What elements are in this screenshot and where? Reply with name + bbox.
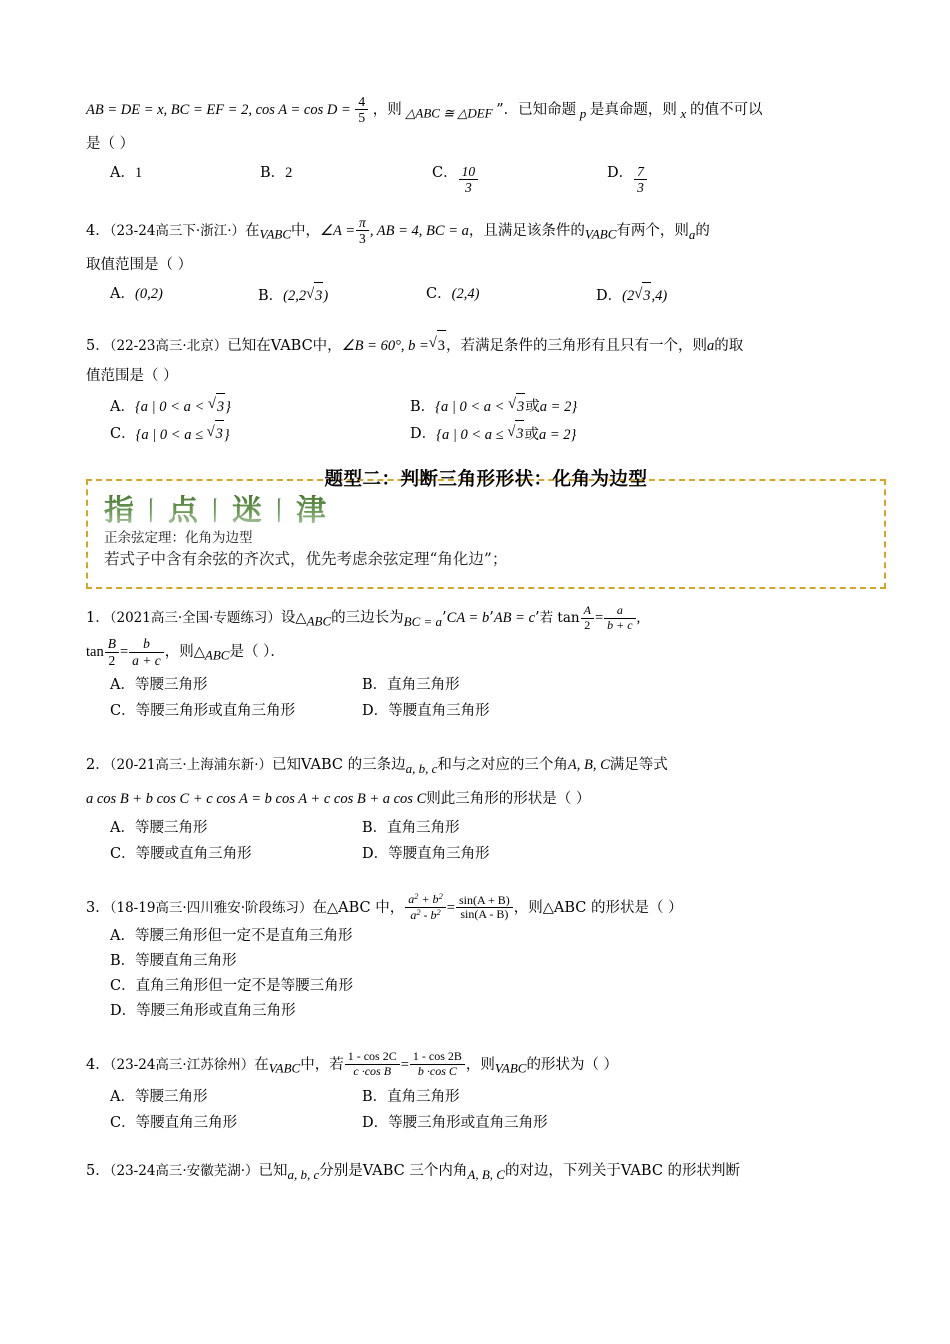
tip-box: [86, 479, 886, 589]
question-number: 4．: [86, 223, 110, 240]
side-bc: BC = a: [403, 614, 443, 630]
question-number: 2．: [86, 756, 110, 773]
variable-a: a: [688, 227, 696, 242]
fraction-7-3: $\frac{7}{3}$: [634, 164, 647, 195]
option-a[interactable]: A． 等腰三角形: [110, 1089, 208, 1106]
question-number: 4．: [86, 1056, 110, 1073]
triangle-abc: VABC: [268, 1060, 301, 1076]
question-stem-line2: 值范围是（ ）: [86, 367, 178, 384]
question-block-5: [86, 1156, 886, 1190]
option-row: [86, 698, 886, 724]
question-stem-line2: 是（ ）: [86, 135, 135, 152]
option-b[interactable]: B．等腰直角三角形: [110, 952, 237, 969]
banner-char-3: 迷: [232, 493, 265, 529]
options-group: [86, 672, 886, 724]
question-block-4: [86, 1050, 886, 1137]
option-d[interactable]: D． {a | 0 < a ≤ √ 3或a = 2}: [410, 420, 576, 448]
angle-a: ∠A =: [320, 223, 356, 240]
banner-separator-3: 丨: [266, 497, 295, 528]
option-row: [86, 672, 886, 698]
question-stem-line: 5．（23-24高三·安徽芜湖·）已知a, b, c分别是VABC 三个内角A, B, C的对边，下列关于VABC 的形状判断: [86, 1163, 741, 1183]
option-c[interactable]: C． (2,4): [426, 286, 480, 302]
option-c[interactable]: C． 等腰三角形或直角三角形: [110, 702, 296, 719]
stem-tail: 的值不可以: [689, 102, 763, 118]
option-b[interactable]: B． 直角三角形: [362, 819, 460, 836]
question-number: 5．: [86, 337, 110, 354]
option-row: [86, 281, 886, 309]
fraction-sin-ratio: $\frac{\sin(A + B)}{\sin(A - B)}$: [456, 894, 513, 922]
option-c[interactable]: C． 等腰直角三角形: [110, 1115, 238, 1132]
fraction-b-2: $\frac{B}{2}$: [105, 636, 119, 667]
question-block-continued: [86, 95, 886, 196]
tan-label: tan: [86, 644, 104, 661]
option-b[interactable]: B． 直角三角形: [362, 1089, 460, 1106]
option-b[interactable]: B． (2,2 √ 3): [258, 281, 426, 309]
question-source: （22-23高三·北京）: [109, 337, 228, 354]
triangle-abc-2: VABC: [584, 226, 617, 242]
angles-abc: A, B, C: [567, 756, 610, 773]
congruence-statement: △ABC ≅ △DEF: [405, 105, 493, 121]
option-row: [86, 420, 886, 448]
question-stem-line2: tan $\frac{B}{2}$ = $\frac{b}{a + c}$ ，则△ABC是（ ）．: [86, 636, 285, 668]
fraction-a-over-b-plus-c: $\frac{a}{b + c}$: [604, 604, 635, 632]
fraction-left-cos2c: $\frac{1 - \cos 2C}{\text{c ·cos B}}$: [345, 1050, 400, 1078]
option-c[interactable]: C． 等腰或直角三角形: [110, 845, 252, 862]
stem-mid-2: ”．已知命题: [496, 102, 577, 118]
fraction-a2b2: [405, 892, 445, 922]
question-stem-line: 2．（20-21高三·上海浦东新·）已知VABC 的三条边a, b, c和与之对应的三个角A, B, C满足等式: [86, 756, 668, 776]
option-c[interactable]: C． $\frac{10}{3}$: [432, 160, 607, 196]
question-source: （23-24高三·安徽芜湖·）: [109, 1163, 259, 1180]
sides-abc: a, b, c: [287, 1167, 320, 1183]
option-d[interactable]: D． 等腰三角形或直角三角形: [362, 1115, 548, 1132]
section-title: 题型二：判断三角形形状：化角为边型: [324, 469, 648, 491]
angles-abc: A, B, C: [467, 1167, 505, 1183]
sides-abc: a, b, c: [405, 760, 438, 776]
question-block-3: [86, 893, 886, 1024]
fraction-a-2: $\frac{A}{2}$: [581, 604, 594, 632]
side-ca: CA = b: [446, 610, 490, 627]
option-d[interactable]: D． (2 √ 3,4): [596, 281, 667, 309]
question-number: 5．: [86, 1163, 110, 1180]
fraction-right-cos2b: $\frac{1 - \cos 2B}{\text{b ·cos C}}$: [410, 1050, 465, 1078]
question-number: 1．: [86, 610, 110, 627]
option-a[interactable]: A． 等腰三角形: [110, 819, 208, 836]
question-stem-line2: 取值范围是（ ）: [86, 257, 193, 273]
tip-banner: [104, 495, 328, 527]
question-source: （23-24高三·江苏徐州）: [109, 1056, 255, 1073]
option-c[interactable]: C．直角三角形但一定不是等腰三角形: [110, 977, 354, 994]
side-ab: AB = c: [493, 610, 536, 627]
tip-line-2: 若式子中含有余弦的齐次式，优先考虑余弦定理“角化边”；: [104, 549, 508, 568]
question-number: 3．: [86, 899, 110, 916]
question-stem-line: [86, 95, 886, 129]
options-group: [86, 815, 886, 867]
sides-given: , AB = 4, BC = a: [369, 223, 469, 240]
question-source: （23-24高三下·浙江·）: [109, 223, 245, 240]
banner-char-1: 指: [104, 493, 136, 529]
question-source: （18-19高三·四川雅安·阶段练习）: [109, 899, 313, 916]
option-row: [86, 1110, 886, 1136]
variable-x: x: [680, 105, 687, 121]
options-group: [86, 924, 886, 1024]
triangle-abc: VABC: [259, 226, 292, 242]
triangle-abc-2: ABC: [204, 647, 230, 663]
options-group: [86, 160, 886, 196]
question-block-5-top: [86, 329, 886, 448]
stem-mid-3: 是真命题，则: [589, 102, 677, 118]
option-row: [86, 841, 886, 867]
cond-prefix: 若 tan: [539, 610, 580, 627]
question-stem-line: 5．（22-23高三·北京）已知在VABC中，∠B = 60°, b = √ 3，若满足条件的三角形有且只有一个，则a的取: [86, 329, 886, 361]
option-d[interactable]: D． 等腰直角三角形: [362, 702, 490, 719]
option-c[interactable]: C． {a | 0 < a ≤ √ 3}: [110, 420, 410, 448]
option-a[interactable]: A． {a | 0 < a < √ 3}: [110, 392, 410, 420]
banner-char-2: 点: [168, 493, 201, 529]
question-source: （20-21高三·上海浦东新·）: [109, 756, 272, 773]
question-block-2: [86, 750, 886, 867]
question-stem-line: 1．（2021高三·全国·专题练习）设△ABC的三边长为BC = a’CA = b’AB = c’若 tan $\frac{A}{2}$ = $\frac{a}{b + c}$ ,: [86, 603, 641, 632]
question-block-4-top: [86, 216, 886, 309]
equation: a cos B + b cos C + c cos A = b cos A + c cos B + a cos C: [86, 790, 427, 807]
options-group: [86, 1084, 886, 1136]
option-row: [86, 160, 886, 196]
option-a[interactable]: A． 1: [110, 164, 143, 181]
option-d[interactable]: D． 等腰直角三角形: [362, 845, 490, 862]
tip-line-1: 正余弦定理：化角为边型: [104, 529, 253, 546]
question-stem-line: 3．（18-19高三·四川雅安·阶段练习）在△ABC 中， $\frac{a^2 + b^2}{a^2 - b^2}$ = $\frac{\sin(A + B)}{\sin(A - B)}$ ，则△ABC 的形状是（ ）: [86, 892, 683, 923]
tip-text: [104, 529, 872, 570]
option-a[interactable]: A．等腰三角形但一定不是直角三角形: [110, 927, 353, 944]
denominator: $a^2 - b^2$: [405, 907, 445, 923]
variable-a: a: [707, 337, 715, 354]
option-b[interactable]: B． {a | 0 < a < √ 3或a = 2}: [410, 392, 577, 420]
option-b[interactable]: B． 直角三角形: [362, 676, 460, 693]
fraction-b-over-a-plus-c: $\frac{b}{a + c}$: [129, 636, 164, 667]
stem-mid-1: ，则: [372, 102, 402, 118]
page-content: [86, 95, 886, 1196]
variable-p: p: [579, 105, 587, 121]
banner-char-4: 津: [296, 493, 329, 529]
option-row: [86, 392, 886, 420]
question-stem-line2: a cos B + b cos C + c cos A = b cos A + c cos B + a cos C则此三角形的形状是（ ）: [86, 790, 591, 807]
triangle-abc-2: VABC: [494, 1060, 527, 1076]
question-stem-line: 4．（23-24高三下·浙江·）在VABC中，∠A = $\frac{\pi}{3}$ , AB = 4, BC = a，且满足该条件的VABC有两个，则a的: [86, 215, 710, 247]
fraction-10-3: $\frac{10}{3}$: [459, 164, 479, 195]
options-group: [86, 281, 886, 309]
option-d[interactable]: D．等腰三角形或直角三角形: [110, 1002, 296, 1019]
banner-separator-2: 丨: [202, 497, 231, 528]
options-group: [86, 392, 886, 448]
option-d[interactable]: D． $\frac{7}{3}$: [607, 160, 648, 196]
question-source: （2021高三·全国·专题练习）: [109, 610, 281, 627]
numerator: $a^2 + b^2$: [408, 892, 443, 907]
question-block-1: [86, 603, 886, 724]
fraction-pi-3: $\frac{\pi}{3}$: [356, 215, 369, 246]
option-row: [86, 1084, 886, 1110]
option-a[interactable]: A． 等腰三角形: [110, 676, 208, 693]
angle-b: ∠B = 60°, b =: [341, 337, 429, 354]
option-a[interactable]: A． (0,2): [110, 286, 163, 302]
fraction-4-5: $\frac{4}{5}$: [355, 94, 368, 125]
option-row: [86, 815, 886, 841]
radical-3: √ 3: [429, 329, 446, 361]
option-b[interactable]: B． 2: [260, 164, 293, 181]
triangle-abc: ABC: [306, 614, 332, 630]
stem-prefix: AB = DE = x, BC = EF = 2, cos A = cos D =: [86, 102, 351, 118]
banner-separator-1: 丨: [138, 497, 167, 528]
question-stem-line: 4．（23-24高三·江苏徐州）在VABC中，若 $\frac{1 - \cos 2C}{\text{c ·cos B}}$ = $\frac{1 - \cos 2B}{\text{b ·cos C}}$ ，则VABC的形状为（ ）: [86, 1049, 619, 1078]
